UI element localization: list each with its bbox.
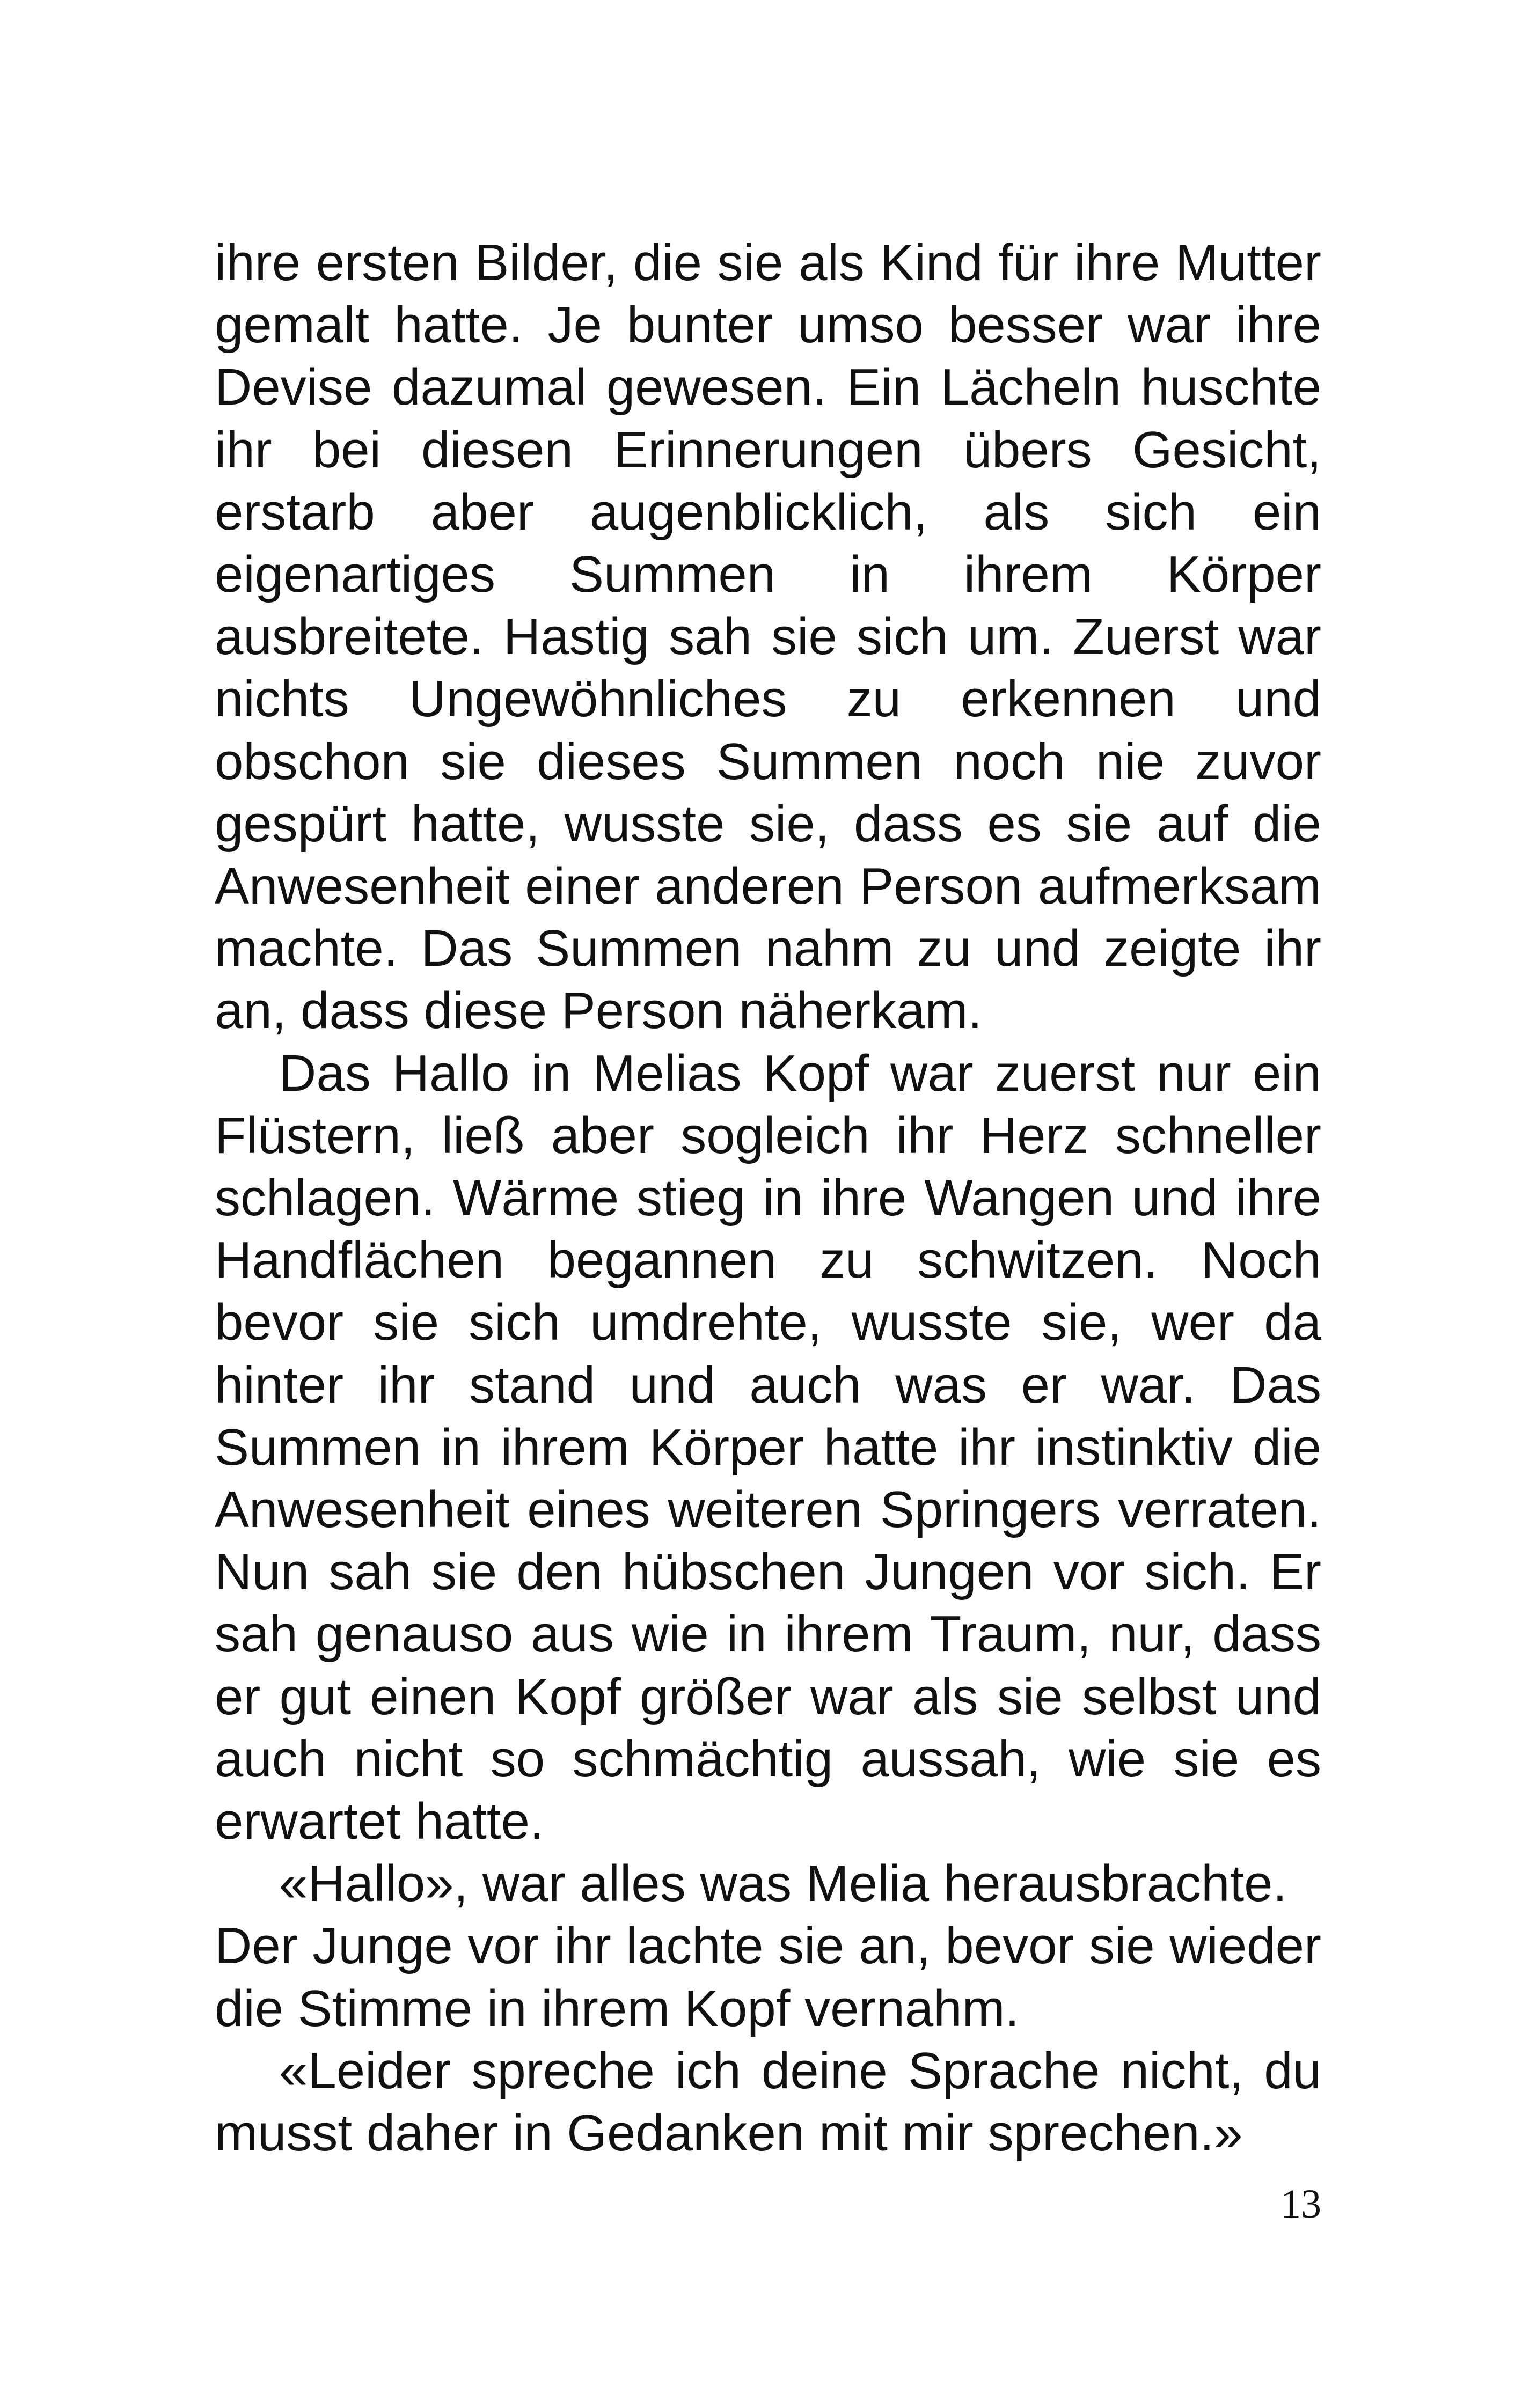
- paragraph-4: Der Junge vor ihr lachte sie an, bevor sie wieder die Stimme in ihrem Kopf vernahm.: [215, 1917, 1321, 2037]
- body-text: [215, 232, 1321, 2164]
- paragraph-1: ihre ersten Bilder, die sie als Kind für ihre Mutter gemalt hatte. Je bunter umso besser war ihre Devise dazumal gewesen. Ein Lächeln huschte ihr bei diesen Erinnerungen übers Gesicht, erstarb aber augenblicklich, als sich ein eigenartiges Summen in ihrem Körper ausbreitete. Hastig sah sie sich um. Zuerst war nichts Ungewöhnliches zu erkennen und obschon sie dieses Summen noch nie zuvor gespürt hatte, wusste sie, dass es sie auf die Anwesenheit einer anderen Person aufmerksam machte. Das Summen nahm zu und zeigte ihr an, dass diese Person näherkam.: [215, 234, 1321, 1040]
- paragraph-2: Das Hallo in Melias Kopf war zuerst nur ein Flüstern, ließ aber sogleich ihr Herz schneller schlagen. Wärme stieg in ihre Wangen und ihre Handflächen begannen zu schwitzen. Noch bevor sie sich umdrehte, wusste sie, wer da hinter ihr stand und auch was er war. Das Summen in ihrem Körper hatte ihr instinktiv die Anwesenheit eines weiteren Springers verraten. Nun sah sie den hübschen Jungen vor sich. Er sah genauso aus wie in ihrem Traum, nur, dass er gut einen Kopf größer war als sie selbst und auch nicht so schmächtig aussah, wie sie es erwartet hatte.: [215, 1044, 1321, 1851]
- paragraph-3: «Hallo», war alles was Melia herausbrachte.: [279, 1855, 1287, 1913]
- page-number: 13: [1280, 2182, 1321, 2227]
- paragraph-5: «Leider spreche ich deine Sprache nicht, du musst daher in Gedanken mit mir sprechen.»: [215, 2042, 1321, 2162]
